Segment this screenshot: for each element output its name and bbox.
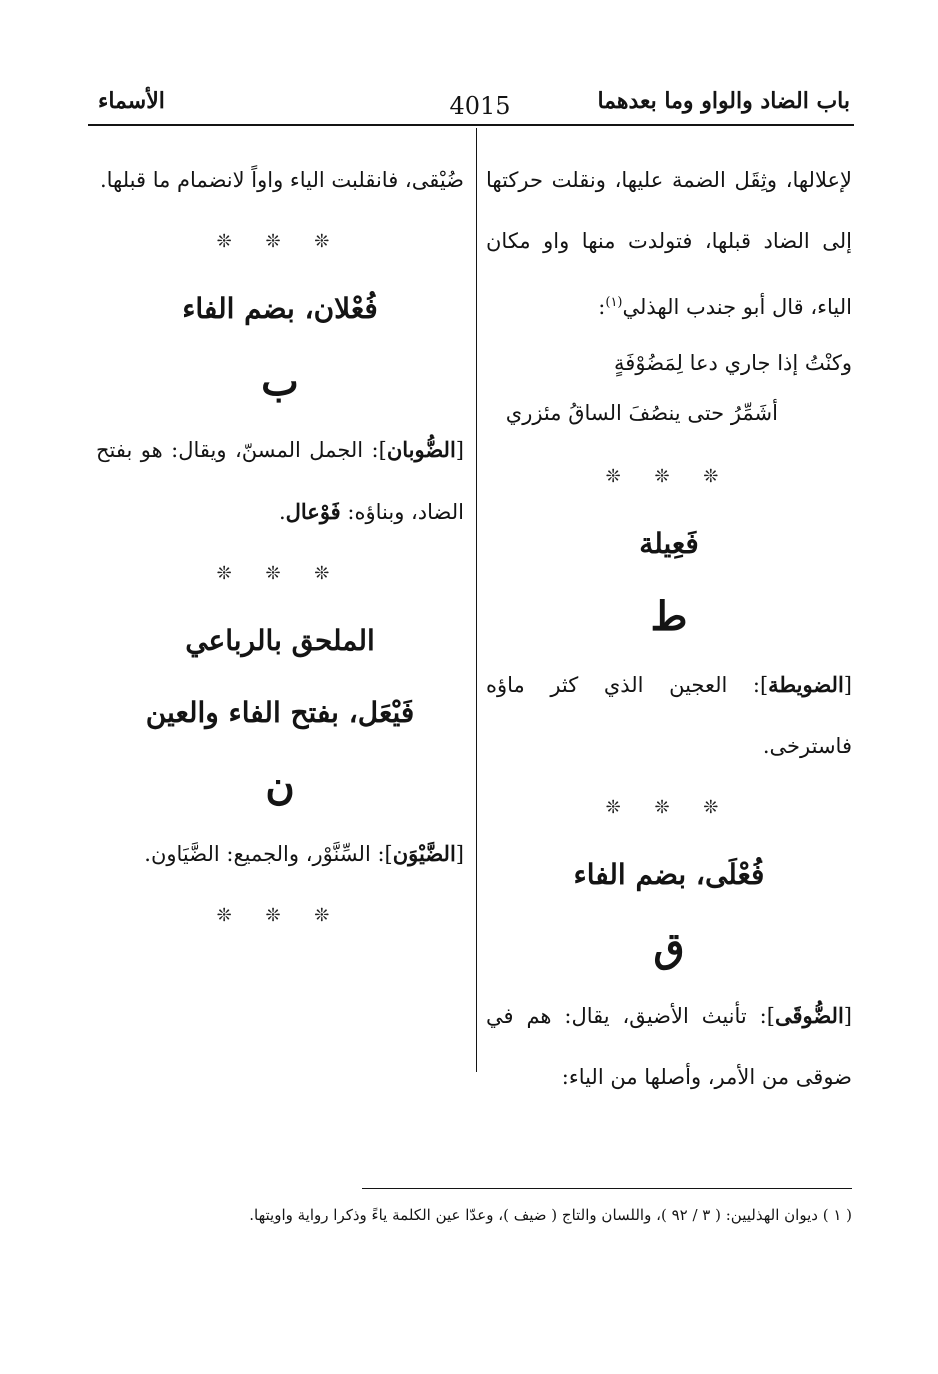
entry-headword: الضُّوقَى <box>774 1003 844 1028</box>
letter-heading: ن <box>265 762 295 809</box>
letter-heading: ق <box>653 924 685 971</box>
footnote-reference: (١) <box>605 295 623 310</box>
dictionary-entry <box>96 823 464 885</box>
entry-definition: : العجين الذي كثر ماؤه فاسترخى. <box>486 673 852 758</box>
entry-definition: : تأنيث الأضيق، يقال: هم في ضوقى من الأمر، وأصلها من الياء: <box>486 1004 852 1089</box>
entry-period: . <box>278 500 286 524</box>
entry-open-bracket: [ <box>843 673 852 697</box>
entry-close-bracket: ] <box>378 438 387 462</box>
running-head-section: الأسماء <box>98 88 165 114</box>
entry-headword: الضويطة <box>768 672 844 697</box>
letter-heading: ط <box>650 593 688 640</box>
verse-line-first: وكنْتُ إذا جاري دعا لِمَضُوْفَةٍ <box>614 351 852 375</box>
paragraph <box>486 150 852 338</box>
section-separator: ❊ ❊ ❊ <box>216 231 344 252</box>
entry-definition: : السِّنَّوْر، والجميع: الضَّيَاون. <box>144 842 385 866</box>
dictionary-entry <box>486 654 852 777</box>
entry-open-bracket: [ <box>455 842 464 866</box>
entry-close-bracket: ] <box>384 842 393 866</box>
entry-open-bracket: [ <box>843 1004 852 1028</box>
entry-headword: الضُّوبان <box>386 437 456 462</box>
colon: : <box>598 295 606 319</box>
paragraph-text: لإعلالها، وثِقَل الضمة عليها، ونقلت حركتها إلى الضاد قبلها، فتولدت منها واو مكان الياء، قال أبو جندب الهذلي <box>486 168 852 319</box>
paragraph: ضُيْقى، فانقلبت الياء واواً لانضمام ما قبلها. <box>99 168 464 192</box>
verse-line-second: أشَمِّرُ حتى ينصُفَ الساقُ مئزري <box>505 401 778 425</box>
dictionary-entry <box>96 419 464 543</box>
entry-close-bracket: ] <box>766 1004 775 1028</box>
section-separator: ❊ ❊ ❊ <box>216 905 344 926</box>
footnote: ( ١ ) ديوان الهذليين: ( ٣ / ٩٢ )، واللسان والتاج ( ضيف )، وعدّا عين الكلمة ياءً وذكرا رواية واويتها. <box>249 1206 852 1224</box>
section-heading: فَعِيلة <box>639 527 699 560</box>
header-rule <box>88 124 854 126</box>
letter-heading: ب <box>261 358 299 405</box>
section-heading: فُعْلان، بضم الفاء <box>182 292 378 325</box>
page-number: 4015 <box>449 92 511 120</box>
entry-pattern: فَوْعال <box>285 499 341 524</box>
section-subheading: فَيْعَل، بفتح الفاء والعين <box>145 696 415 729</box>
section-heading: فُعْلَى، بضم الفاء <box>573 858 765 891</box>
section-separator: ❊ ❊ ❊ <box>605 466 733 487</box>
left-column <box>96 150 464 947</box>
column-divider <box>476 128 477 1072</box>
right-column <box>486 150 852 1108</box>
footnote-rule <box>362 1188 852 1189</box>
entry-headword: الضَّيْوَن <box>392 841 456 866</box>
section-separator: ❊ ❊ ❊ <box>605 797 733 818</box>
entry-open-bracket: [ <box>455 438 464 462</box>
running-head-chapter: باب الضاد والواو وما بعدهما <box>597 88 850 114</box>
section-separator: ❊ ❊ ❊ <box>216 563 344 584</box>
section-heading: الملحق بالرباعي <box>185 624 375 657</box>
entry-close-bracket: ] <box>759 673 769 697</box>
entry-definition: : الجمل المسنّ، ويقال: هو بفتح الضاد، وبناؤه: <box>96 438 464 524</box>
dictionary-entry <box>486 985 852 1108</box>
